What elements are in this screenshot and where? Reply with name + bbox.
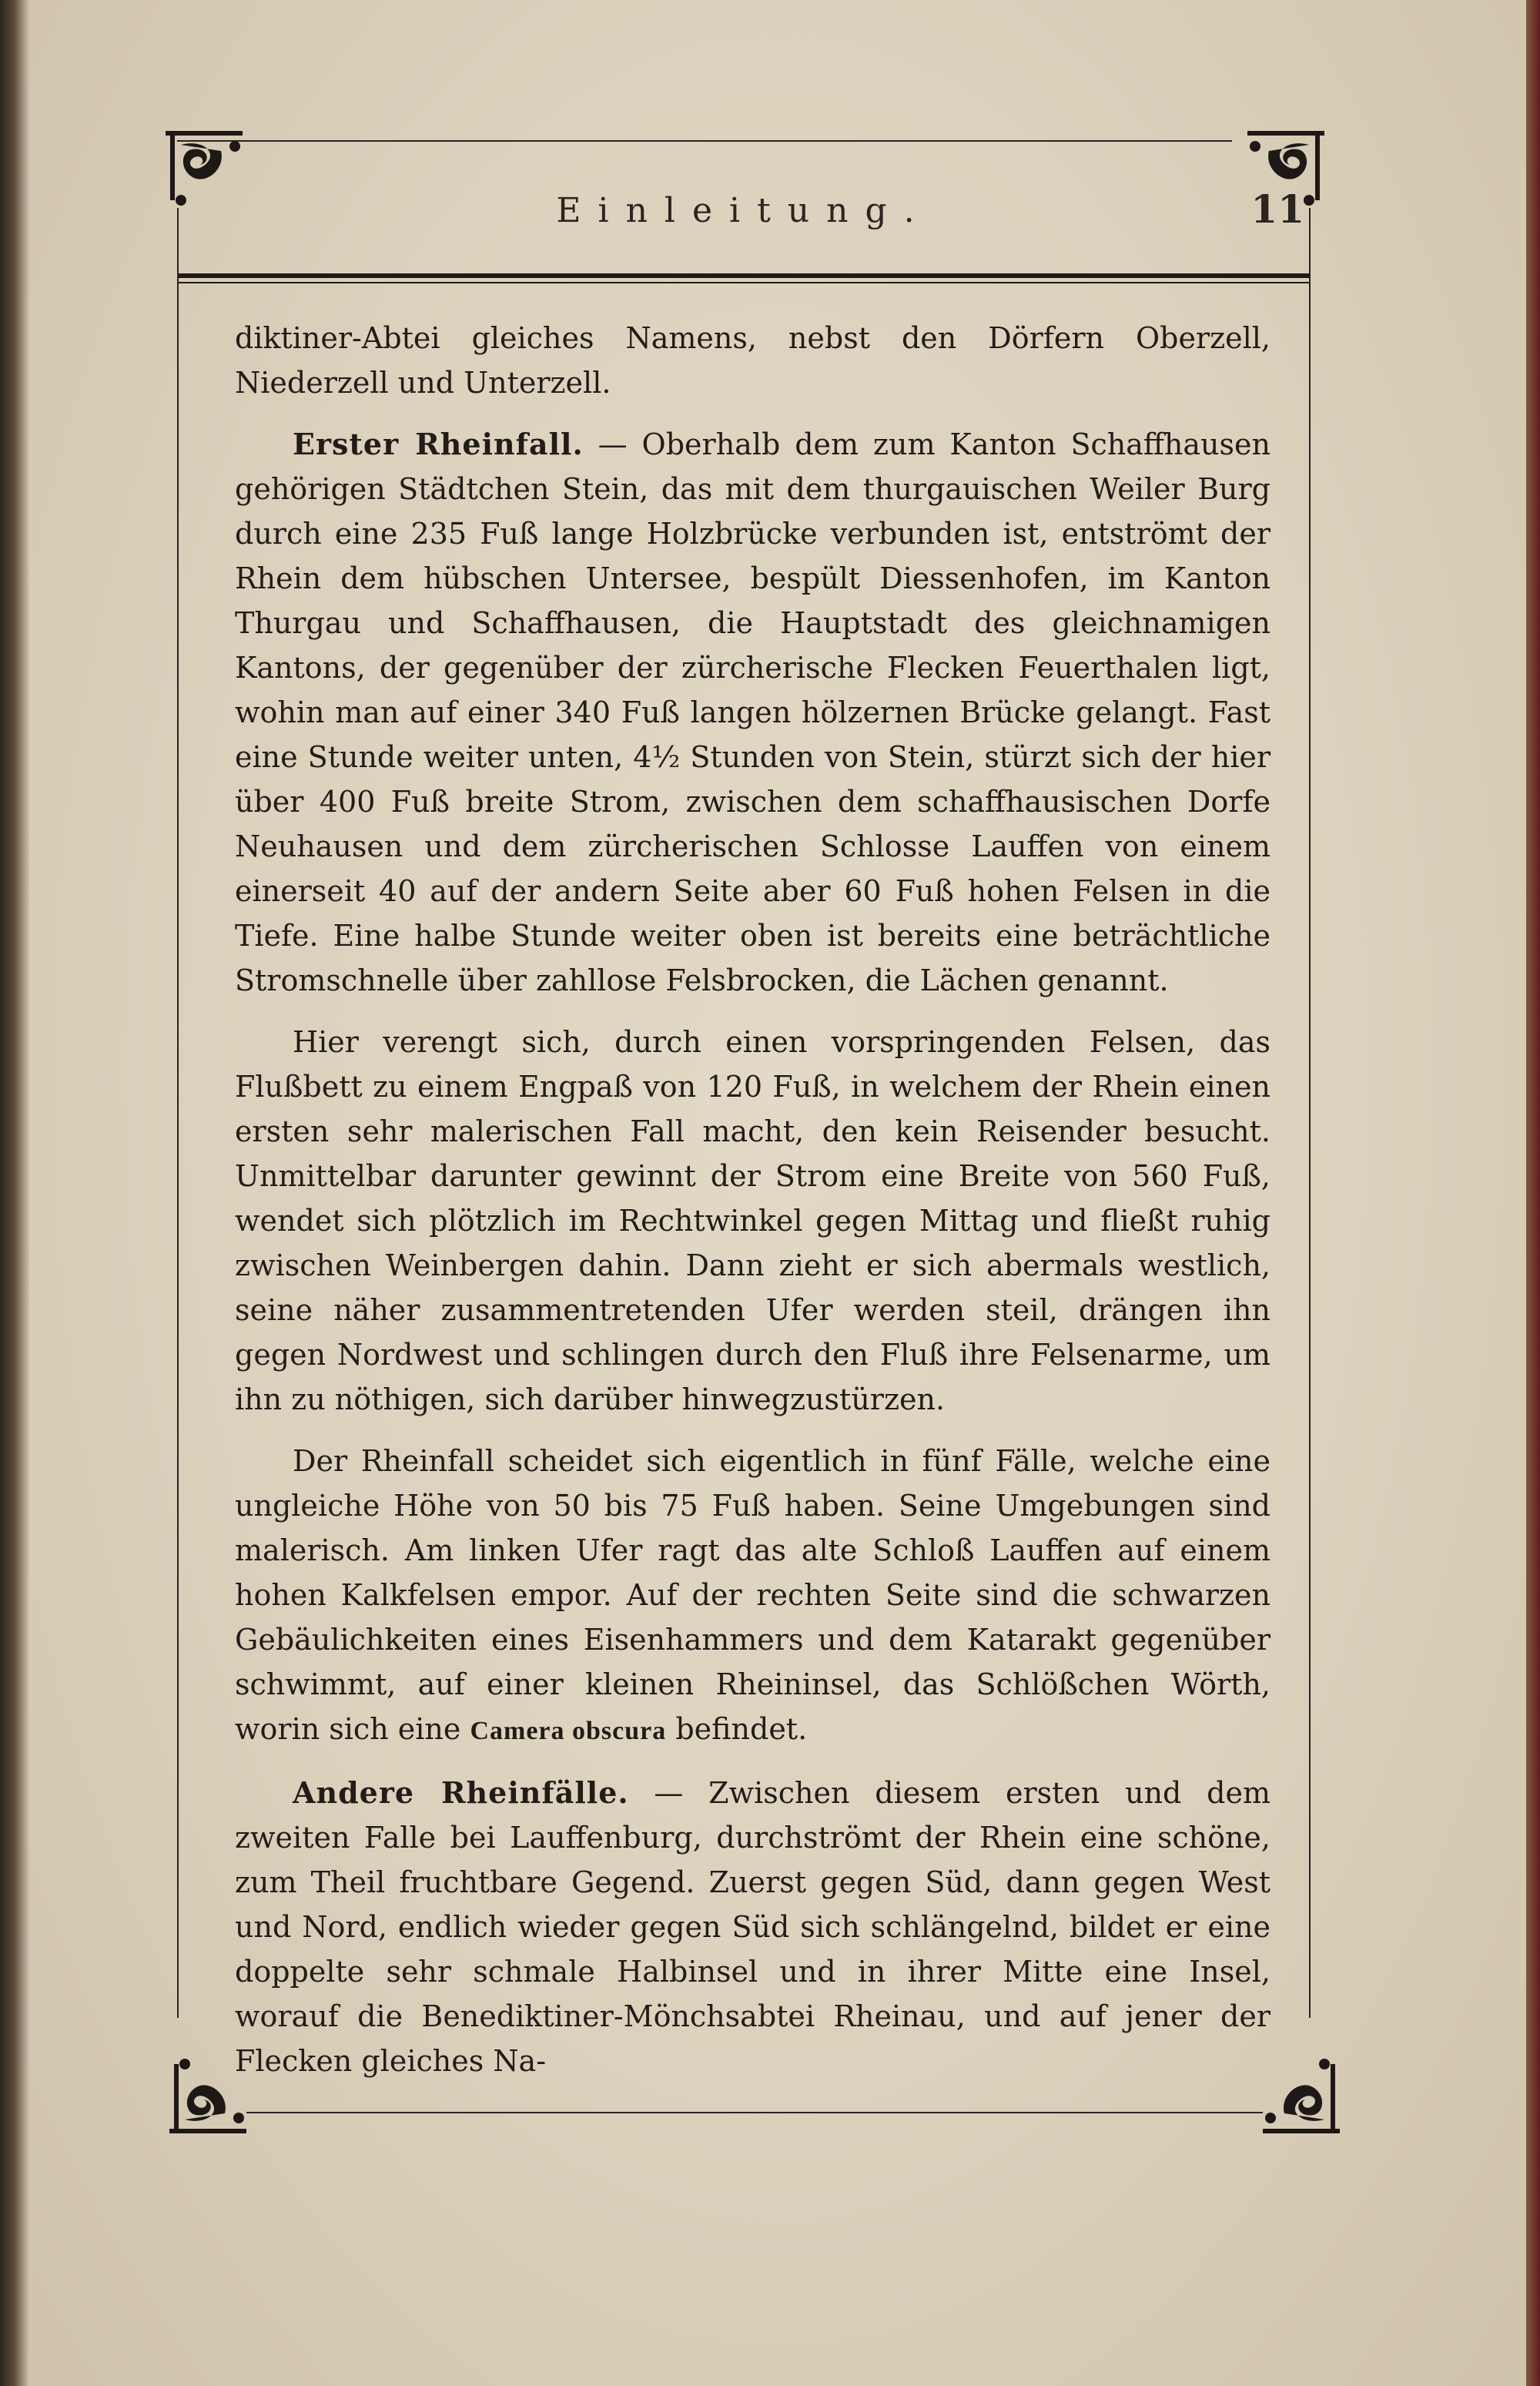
running-head: Einleitung. bbox=[556, 191, 932, 230]
frame-right-line bbox=[1309, 208, 1311, 2018]
paragraph-erster-rheinfall bbox=[235, 422, 1270, 1003]
page-number: 11 bbox=[1250, 186, 1304, 232]
paragraph-text: — Zwischen diesem ersten und dem zweiten Falle bei Lauffenburg, durchströmt der Rhein eine schöne, zum Theil fruchtbare Gegend. Zuerst gegen Süd, dann gegen West und Nord, endlich wieder gegen Süd sich schlängelnd, bildet er eine doppelte sehr schmale Halbinsel und in ihrer Mitte eine Insel, worauf die Benediktiner-Mönchsabtei Rheinau, und auf jener der Flecken gleiches Na- bbox=[235, 1776, 1270, 2078]
section-heading: Erster Rheinfall. bbox=[293, 427, 584, 461]
frame-bottom-line bbox=[246, 2112, 1263, 2113]
paragraph-text: — Oberhalb dem zum Kanton Schaffhausen gehörigen Städtchen Stein, das mit dem thurgauischen Weiler Burg durch eine 235 Fuß lange Holzbrücke verbunden ist, entströmt der Rhein dem hübschen Untersee, bespült Diessenhofen, im Kanton Thurgau und Schaffhausen, die Hauptstadt des gleichnamigen Kantons, der gegenüber der zürcherische Flecken Feuerthalen ligt, wohin man auf einer 340 Fuß langen hölzernen Brücke gelangt. Fast eine Stunde weiter unten, 4½ Stunden von Stein, stürzt sich der hier über 400 Fuß breite Strom, zwischen dem schaffhausischen Dorfe Neuhausen und dem zürcherischen Schlosse Lauffen von einem einerseit 40 auf der andern Seite aber 60 Fuß hohen Felsen in die Tiefe. Eine halbe Stunde weiter oben ist bereits eine beträchtliche Stromschnelle über zahllose Felsbrocken, die Lächen genannt. bbox=[235, 427, 1270, 997]
latin-term: Camera obscura bbox=[470, 1717, 667, 1745]
paragraph-continuation: diktiner-Abtei gleiches Namens, nebst den Dörfern Oberzell, Niederzell und Unterzell. bbox=[235, 321, 1270, 400]
header-rule-thick bbox=[179, 273, 1309, 278]
frame-left-line bbox=[177, 208, 179, 2018]
frame-top-line bbox=[177, 140, 1232, 142]
page-header bbox=[179, 183, 1309, 245]
section-heading: Andere Rheinfälle. bbox=[293, 1775, 629, 1810]
paragraph-andere-rheinfaelle bbox=[235, 1771, 1270, 2083]
paragraph-rheinfall-faelle bbox=[235, 1439, 1270, 1754]
paragraph-text-end: befindet. bbox=[675, 1712, 808, 1746]
paragraph-text: Der Rheinfall scheidet sich eigentlich in fünf Fälle, welche eine ungleiche Höhe von 50 bis 75 Fuß haben. Seine Umgebungen sind malerisch. Am linken Ufer ragt das alte Schloß Lauffen auf einem hohen Kalkfelsen empor. Auf der rechten Seite sind die schwarzen Gebäulichkeiten eines Eisenhammers und dem Katarakt gegenüber schwimmt, auf einer kleinen Rheininsel, das Schlößchen Wörth, worin sich eine bbox=[235, 1444, 1270, 1746]
paragraph-engpass: Hier verengt sich, durch einen vorspringenden Felsen, das Flußbett zu einem Engpaß von 120 Fuß, in welchem der Rhein einen ersten sehr malerischen Fall macht, den kein Reisender besucht. Unmittelbar darunter gewinnt der Strom eine Breite von 560 Fuß, wendet sich plötzlich im Rechtwinkel gegen Mittag und fließt ruhig zwischen Weinbergen dahin. Dann zieht er sich abermals westlich, seine näher zusammentretenden Ufer werden steil, drängen ihn gegen Nordwest und schlingen durch den Fluß ihre Felsenarme, um ihn zu nöthigen, sich darüber hinwegzustürzen. bbox=[235, 1025, 1270, 1416]
header-rule-thin bbox=[179, 282, 1309, 283]
body-text bbox=[235, 316, 1270, 2100]
